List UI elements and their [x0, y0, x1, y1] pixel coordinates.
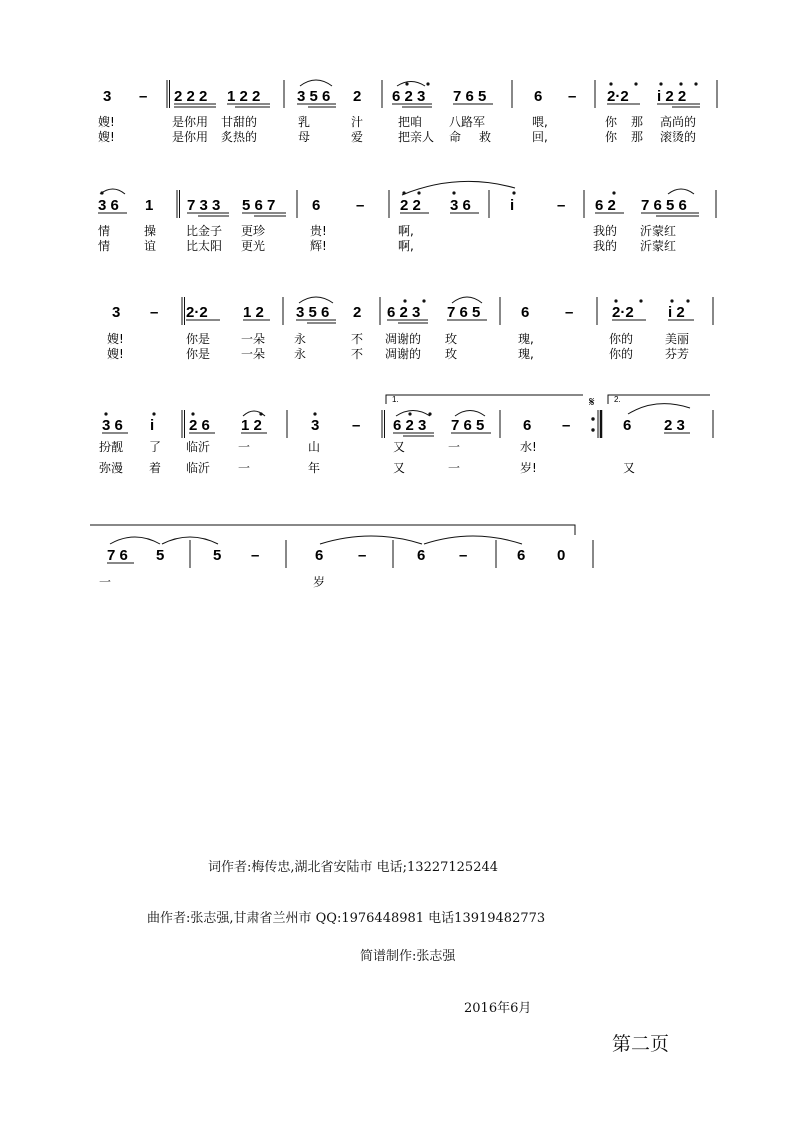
date-label: 2016年6月 — [464, 1001, 532, 1016]
note: 3 6 — [450, 197, 471, 214]
lyric: 一 — [99, 575, 112, 589]
lyric: 操 — [144, 224, 157, 238]
lyric: 更光 — [241, 239, 266, 253]
lyric: 你的 — [609, 347, 634, 361]
lyric: 你 — [605, 130, 618, 144]
note: – — [565, 304, 574, 321]
lyric: 水! — [520, 440, 537, 454]
note: 2 2 — [400, 197, 421, 214]
lyric: 更珍 — [241, 224, 266, 238]
score-system-5 — [90, 525, 593, 589]
lyric: 永 — [294, 332, 307, 346]
note: 6 — [523, 417, 532, 434]
lyric: 瑰, — [518, 347, 534, 361]
note: 6 — [623, 417, 632, 434]
lyricist-credit: 词作者:梅传忠,湖北省安陆市 电话;13227125244 — [208, 860, 499, 875]
lyric: 比太阳 — [186, 239, 223, 253]
note: 6 — [534, 88, 543, 105]
note: 3 6 — [102, 417, 123, 434]
lyric: 啊, — [398, 239, 414, 253]
lyric: 一 — [448, 461, 461, 475]
lyric: 岁 — [313, 575, 326, 589]
lyric: 一 — [238, 461, 251, 475]
lyric: 着 — [149, 461, 162, 475]
note: – — [557, 197, 566, 214]
note: 1 2 — [243, 304, 264, 321]
lyric: 临沂 — [186, 461, 211, 475]
note: 1 2 2 — [227, 88, 261, 105]
lyric: 瑰, — [518, 332, 534, 346]
lyric: 回, — [532, 130, 548, 144]
note: 5 — [213, 547, 222, 564]
lyric: 汁 — [351, 115, 364, 129]
lyric: 凋谢的 — [385, 347, 422, 361]
note: i 2 — [668, 304, 685, 321]
note: 6 — [417, 547, 426, 564]
note: 5 — [156, 547, 165, 564]
lyric: 把亲人 — [398, 130, 435, 144]
lyric: 母 — [298, 130, 311, 144]
lyric: 你是 — [186, 347, 211, 361]
lyric: 凋谢的 — [385, 332, 422, 346]
lyric: 八路军 — [449, 115, 486, 129]
note: – — [356, 197, 365, 214]
note: 3 5 6 — [296, 304, 330, 321]
lyric: 是你用 — [172, 130, 209, 144]
lyric: 是你用 — [172, 115, 209, 129]
lyric: 又 — [623, 461, 636, 475]
lyric: 永 — [294, 347, 307, 361]
lyric: 比金子 — [186, 224, 223, 238]
segno-sign: 𝄋 — [589, 395, 595, 410]
lyric: 我的 — [593, 224, 618, 238]
note: – — [562, 417, 571, 434]
note: 0 — [557, 547, 566, 564]
lyric: 乳 — [298, 115, 311, 129]
note: 3 — [103, 88, 112, 105]
note: 2·2 — [607, 88, 629, 105]
note: i — [150, 417, 155, 434]
note: 3 — [311, 417, 320, 434]
note: 6 — [312, 197, 321, 214]
lyric: 那 — [631, 115, 644, 129]
lyric: 炙热的 — [221, 130, 258, 144]
lyric: 喂, — [532, 115, 548, 129]
note: 7 3 3 — [187, 197, 221, 214]
lyric: 临沂 — [186, 440, 211, 454]
note: 6 — [521, 304, 530, 321]
lyric: 甘甜的 — [221, 115, 258, 129]
note: i 2 2 — [657, 88, 687, 105]
lyric: 玫 — [445, 347, 458, 361]
notation-credit: 简谱制作:张志强 — [360, 949, 456, 964]
lyric: 那 — [631, 130, 644, 144]
lyric: 沂蒙红 — [640, 239, 677, 253]
note: – — [568, 88, 577, 105]
note: 2 2 2 — [174, 88, 208, 105]
lyric: 辉! — [310, 239, 327, 253]
lyric: 贵! — [310, 224, 327, 238]
note: 3 6 — [98, 197, 119, 214]
note: 1 — [145, 197, 154, 214]
lyric: 命 — [449, 130, 462, 144]
lyric: 情 — [98, 224, 111, 238]
lyric: 扮靓 — [99, 440, 124, 454]
note: 2 — [353, 88, 362, 105]
note: 2 3 — [664, 417, 685, 434]
lyric: 玫 — [445, 332, 458, 346]
note: 6 2 3 — [387, 304, 421, 321]
lyric: 我的 — [593, 239, 618, 253]
note: 2·2 — [186, 304, 208, 321]
note: i — [510, 197, 515, 214]
note: 3 — [112, 304, 121, 321]
note: 7 6 5 — [451, 417, 485, 434]
note: 6 2 3 — [393, 417, 427, 434]
lyric: 情 — [98, 239, 111, 253]
lyric: 又 — [393, 440, 406, 454]
lyric: 不 — [351, 347, 364, 361]
lyric: 芬芳 — [665, 347, 690, 361]
volta-1-label: 1. — [392, 395, 399, 404]
note: 7 6 5 6 — [641, 197, 687, 214]
lyric: 岁! — [520, 461, 537, 475]
note: – — [150, 304, 159, 321]
note: 7 6 5 — [447, 304, 481, 321]
note: 5 6 7 — [242, 197, 276, 214]
lyric: 高尚的 — [660, 115, 697, 129]
lyric: 一朵 — [241, 332, 266, 346]
lyric: 嫂! — [107, 332, 124, 346]
note: 3 5 6 — [297, 88, 331, 105]
lyric: 你的 — [609, 332, 634, 346]
lyric: 沂蒙红 — [640, 224, 677, 238]
note: 6 — [517, 547, 526, 564]
lyric: 啊, — [398, 224, 414, 238]
note: 2·2 — [612, 304, 634, 321]
lyric: 救 — [479, 130, 492, 144]
volta-2-label: 2. — [614, 395, 621, 404]
page-number: 第二页 — [612, 1033, 670, 1055]
lyric: 年 — [308, 461, 321, 475]
lyric: 山 — [308, 440, 321, 454]
note: – — [251, 547, 260, 564]
lyric: 爱 — [351, 130, 364, 144]
lyric: 谊 — [144, 239, 157, 253]
note: 6 — [315, 547, 324, 564]
lyric: 不 — [351, 332, 364, 346]
note: – — [352, 417, 361, 434]
note: – — [358, 547, 367, 564]
note: – — [459, 547, 468, 564]
note: 2 6 — [189, 417, 210, 434]
lyric: 了 — [149, 440, 162, 454]
note: 7 6 — [107, 547, 128, 564]
lyric: 嫂! — [98, 130, 115, 144]
lyric: 你 — [605, 115, 618, 129]
composer-credit: 曲作者:张志强,甘肃省兰州市 QQ:1976448981 电话13919482773 — [147, 911, 546, 926]
note: – — [139, 88, 148, 105]
lyric: 弥漫 — [99, 461, 124, 475]
lyric: 嫂! — [98, 115, 115, 129]
score-system-3 — [107, 297, 713, 361]
note: 7 6 5 — [453, 88, 487, 105]
score-system-2 — [98, 181, 716, 253]
note: 6 2 — [595, 197, 616, 214]
lyric: 一 — [238, 440, 251, 454]
lyric: 一朵 — [241, 347, 266, 361]
lyric: 滚烫的 — [660, 130, 697, 144]
score-system-1 — [98, 80, 717, 144]
score-system-4 — [99, 395, 713, 475]
lyric: 一 — [448, 440, 461, 454]
lyric: 又 — [393, 461, 406, 475]
lyric: 把咱 — [398, 115, 423, 129]
lyric: 美丽 — [665, 332, 690, 346]
note: 1 2 — [241, 417, 262, 434]
lyric: 嫂! — [107, 347, 124, 361]
note: 6 2 3 — [392, 88, 426, 105]
lyric: 你是 — [186, 332, 211, 346]
note: 2 — [353, 304, 362, 321]
